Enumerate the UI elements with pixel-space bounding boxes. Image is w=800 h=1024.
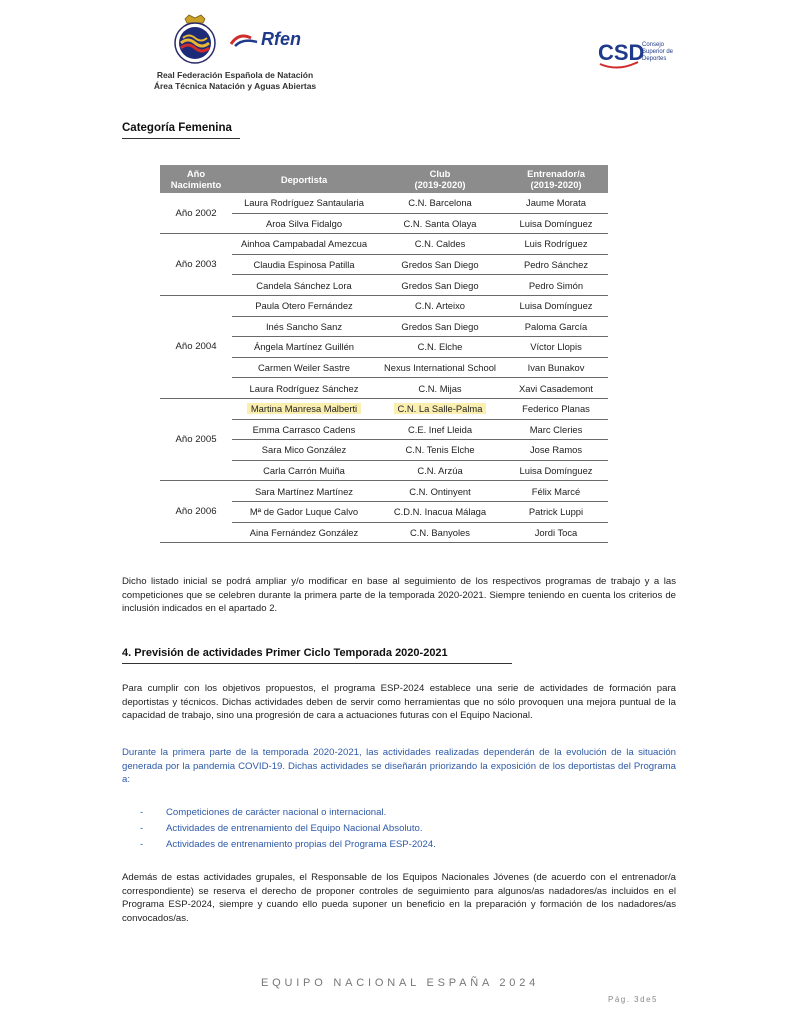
paragraph-objectives: Para cumplir con los objetivos propuestos, el programa ESP-2024 establece una serie de actividades de formación para deportistas y técnicos. Dichas actividades deben de servir como herramientas que no sólo provoquen una mejora puntual de la capacidad de trabajo, sino una progresión de cara a actuaciones futuras con el Equipo Nacional. <box>122 683 676 722</box>
coach-cell: Félix Marcé <box>504 481 608 502</box>
rfen-crest-icon <box>169 13 221 65</box>
club-cell: Nexus International School <box>376 357 504 378</box>
csd-logo <box>598 28 678 72</box>
table-row <box>160 481 608 502</box>
paragraph-covid: Durante la primera parte de la temporada 2020-2021, las actividades realizadas dependerán de la evolución de la situación generada por la pandemia COVID-19. Dichas actividades se diseñarán priorizando la exposición de los deportistas del Programa a: <box>122 747 676 786</box>
year-cell: Año 2006 <box>160 481 232 543</box>
athlete-cell: Carmen Weiler Sastre <box>232 357 376 378</box>
csd-line-3: Deportes <box>642 56 667 62</box>
coach-cell: Patrick Luppi <box>504 501 608 522</box>
coach-cell: Pedro Sánchez <box>504 254 608 275</box>
page-number: Pág. 3de5 <box>608 995 658 1004</box>
header-club <box>376 165 504 193</box>
year-cell: Año 2002 <box>160 193 232 234</box>
club-cell: Gredos San Diego <box>376 316 504 337</box>
club-cell: C.N. Barcelona <box>376 193 504 213</box>
coach-cell: Víctor Llopis <box>504 337 608 358</box>
year-cell: Año 2005 <box>160 398 232 480</box>
athlete-cell: Paula Otero Fernández <box>232 295 376 316</box>
athlete-cell: Candela Sánchez Lora <box>232 275 376 296</box>
club-cell: C.N. Elche <box>376 337 504 358</box>
coach-cell: Paloma García <box>504 316 608 337</box>
coach-cell: Luis Rodríguez <box>504 234 608 255</box>
athlete-cell: Sara Martínez Martínez <box>232 481 376 502</box>
activities-list <box>140 805 436 853</box>
club-cell: C.N. Ontinyent <box>376 481 504 502</box>
org-line-2: Área Técnica Natación y Aguas Abiertas <box>153 81 317 91</box>
athlete-cell: Laura Rodríguez Sánchez <box>232 378 376 399</box>
header-coach-line1: Entrenador/a <box>527 168 585 179</box>
table-row <box>160 234 608 255</box>
list-item: - Actividades de entrenamiento del Equipo Nacional Absoluto. <box>140 821 436 837</box>
coach-cell: Jose Ramos <box>504 440 608 461</box>
athlete-cell <box>232 398 376 419</box>
coach-cell: Luisa Domínguez <box>504 295 608 316</box>
club-highlighted-text: C.N. La Salle-Palma <box>394 403 487 414</box>
header-year-line2: Nacimiento <box>170 179 222 190</box>
activity-2: Actividades de entrenamiento del Equipo Nacional Absoluto. <box>166 823 423 834</box>
athlete-cell: Inés Sancho Sanz <box>232 316 376 337</box>
rfen-wordmark <box>229 29 301 50</box>
athlete-cell: Aroa Silva Fidalgo <box>232 213 376 234</box>
section-4-title: 4. Previsión de actividades Primer Ciclo Temporada 2020-2021 <box>122 647 448 659</box>
club-cell <box>376 398 504 419</box>
logo-row <box>150 10 320 68</box>
club-cell: C.E. Inef Lleida <box>376 419 504 440</box>
coach-cell: Federico Planas <box>504 398 608 419</box>
athlete-cell: Aina Fernández González <box>232 522 376 543</box>
coach-cell: Xavi Casademont <box>504 378 608 399</box>
rfen-header <box>150 10 320 92</box>
coach-cell: Pedro Simón <box>504 275 608 296</box>
org-line-1: Real Federación Española de Natación <box>156 70 314 80</box>
org-name <box>150 70 320 92</box>
svg-text:CSD: CSD <box>598 40 645 65</box>
paragraph-controls: Además de estas actividades grupales, el Responsable de los Equipos Nacionales Jóvenes (de acuerdo con el entrenador/a correspondiente) se reserva el derecho de proponer controles de seguimiento para algunos/as nadadores/as incluidos en el Programa ESP-2024, siempre y cuando ello pueda suponer un beneficio en la preparación y formación de los nadadores/as convocados/as. <box>122 872 676 924</box>
coach-cell: Luisa Domínguez <box>504 213 608 234</box>
category-title-underline <box>122 138 240 139</box>
club-cell: Gredos San Diego <box>376 275 504 296</box>
athlete-cell: Emma Carrasco Cadens <box>232 419 376 440</box>
athlete-cell: Ainhoa Campabadal Amezcua <box>232 234 376 255</box>
club-cell: C.N. Arzúa <box>376 460 504 481</box>
roster-table <box>160 165 608 543</box>
coach-cell: Jordi Toca <box>504 522 608 543</box>
header-year-line1: Año <box>186 168 206 179</box>
table-header-row <box>160 165 608 193</box>
athlete-cell: Claudia Espinosa Patilla <box>232 254 376 275</box>
club-cell: C.N. Caldes <box>376 234 504 255</box>
list-item: - Competiciones de carácter nacional o internacional. <box>140 805 436 821</box>
athlete-cell: Laura Rodríguez Santaularia <box>232 193 376 213</box>
coach-cell: Ivan Bunakov <box>504 357 608 378</box>
table-row <box>160 398 608 419</box>
athlete-cell: Mª de Gador Luque Calvo <box>232 501 376 522</box>
table-row <box>160 193 608 213</box>
section-4-underline <box>122 663 512 664</box>
coach-cell: Luisa Domínguez <box>504 460 608 481</box>
rfen-brand-text: Rfen <box>261 28 301 49</box>
csd-line-1: Consejo <box>642 42 665 48</box>
club-cell: C.N. Arteixo <box>376 295 504 316</box>
athlete-cell: Ángela Martínez Guillén <box>232 337 376 358</box>
club-cell: C.D.N. Inacua Málaga <box>376 501 504 522</box>
activity-1: Competiciones de carácter nacional o internacional. <box>166 807 387 818</box>
roster-body <box>160 193 608 543</box>
category-title: Categoría Femenina <box>122 122 232 134</box>
coach-cell: Marc Cleries <box>504 419 608 440</box>
footer-title: EQUIPO NACIONAL ESPAÑA 2024 <box>260 977 540 989</box>
club-cell: C.N. Santa Olaya <box>376 213 504 234</box>
header-athlete: Deportista <box>232 165 376 193</box>
athlete-cell: Carla Carrón Muiña <box>232 460 376 481</box>
list-item: - Actividades de entrenamiento propias del Programa ESP-2024. <box>140 837 436 853</box>
athlete-cell: Sara Mico González <box>232 440 376 461</box>
athlete-highlighted-text: Martina Manresa Malberti <box>247 403 361 414</box>
activity-3: Actividades de entrenamiento propias del Programa ESP-2024. <box>166 839 436 850</box>
year-cell: Año 2003 <box>160 234 232 296</box>
header-coach-line2: (2019-2020) <box>530 179 582 190</box>
header-club-line2: (2019-2020) <box>414 179 466 190</box>
header-coach <box>504 165 608 193</box>
club-cell: C.N. Mijas <box>376 378 504 399</box>
year-cell: Año 2004 <box>160 295 232 398</box>
paragraph-list-note: Dicho listado inicial se podrá ampliar y/o modificar en base al seguimiento de los respectivos programas de trabajo y a las competiciones que se celebren durante la primera parte de la temporada 2020-2021. Siempre teniendo en cuenta los criterios de inclusión indicados en el apartado 2. <box>122 576 676 615</box>
csd-line-2: Superior de <box>642 49 674 55</box>
rfen-wave-icon <box>229 30 259 48</box>
club-cell: C.N. Tenis Elche <box>376 440 504 461</box>
header-year <box>160 165 232 193</box>
header-club-line1: Club <box>429 168 451 179</box>
coach-cell: Jaume Morata <box>504 193 608 213</box>
club-cell: C.N. Banyoles <box>376 522 504 543</box>
table-row <box>160 295 608 316</box>
club-cell: Gredos San Diego <box>376 254 504 275</box>
